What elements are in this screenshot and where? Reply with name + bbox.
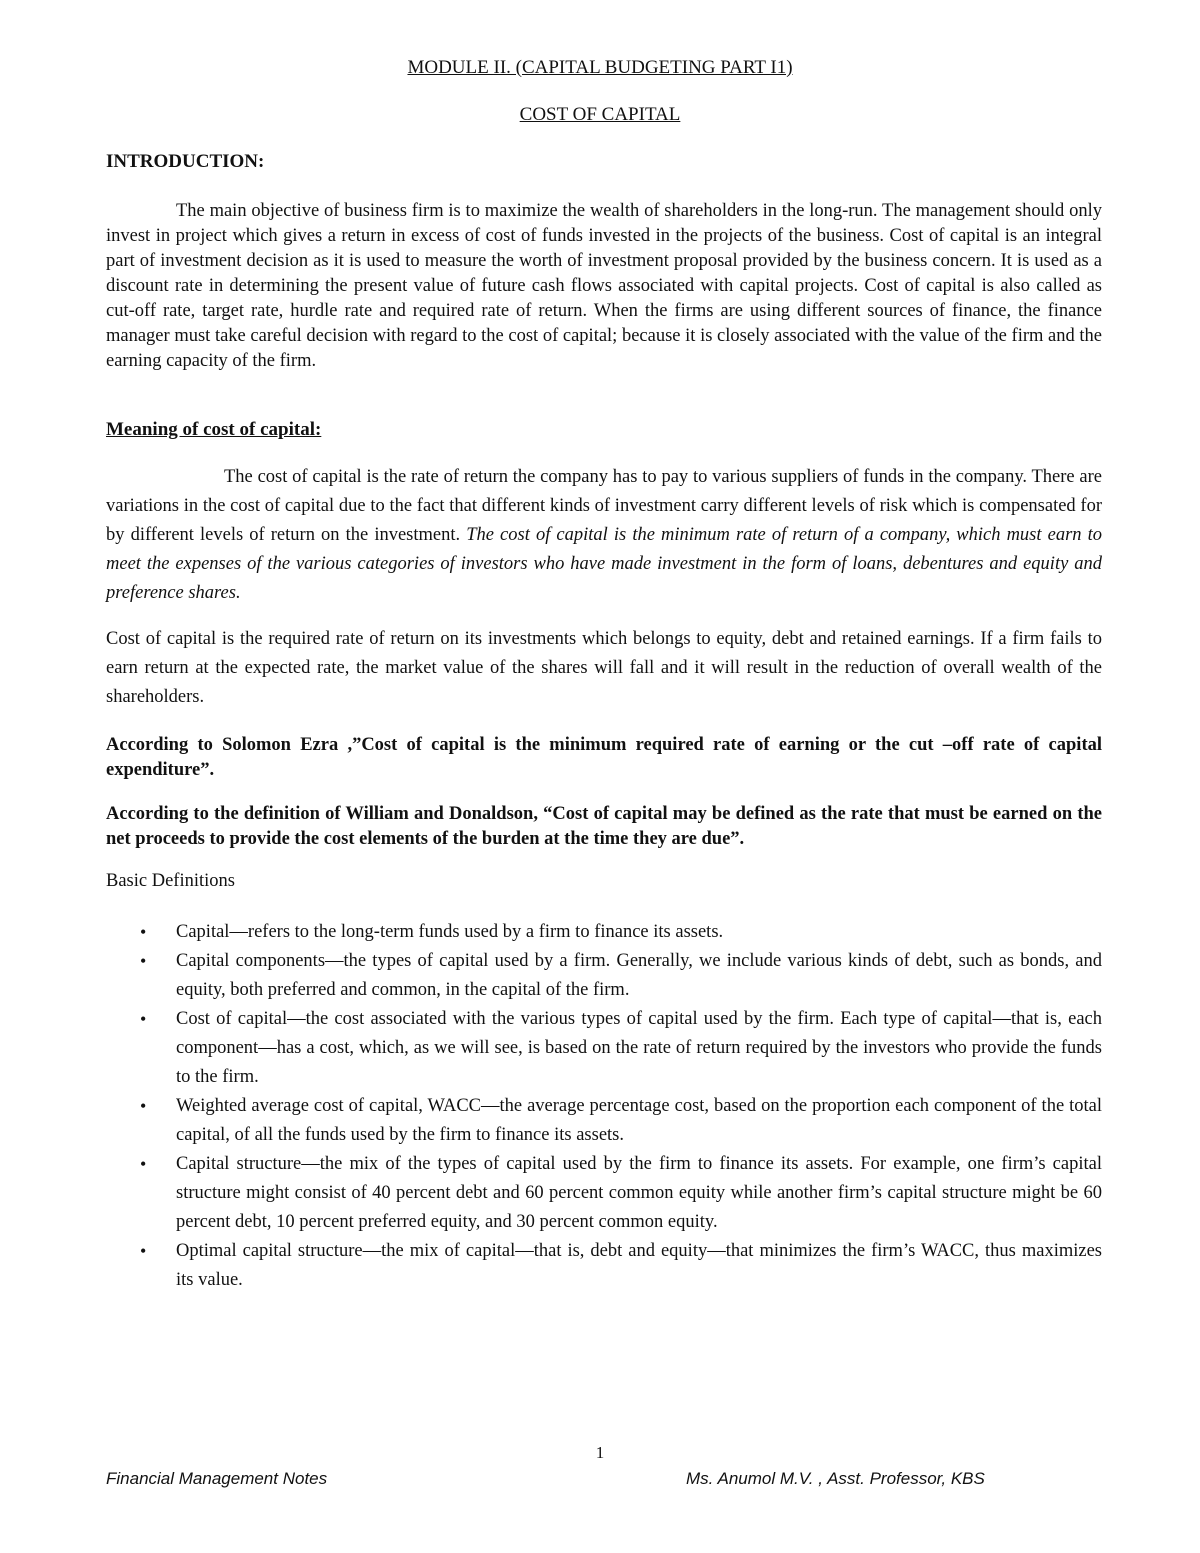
bullet-icon: •	[140, 1096, 147, 1116]
intro-heading: INTRODUCTION:	[106, 151, 265, 172]
bullet-icon: •	[140, 1241, 147, 1261]
footer-right: Ms. Anumol M.V. , Asst. Professor, KBS	[686, 1469, 985, 1488]
bullet-icon: •	[140, 922, 147, 942]
module-title: MODULE II. (CAPITAL BUDGETING PART I1)	[407, 57, 793, 78]
list-item: • Capital—refers to the long-term funds used by a firm to finance its assets.	[106, 918, 1102, 947]
list-item: • Cost of capital—the cost associated with the various types of capital used by the firm. Each type of capital—that is, each component—has a cost, which, as we will see, is based on the rate of return required by the investors who provide the funds to the firm.	[106, 1005, 1102, 1092]
meaning-paragraph-2: Cost of capital is the required rate of return on its investments which belongs to equity, debt and retained earnings. If a firm fails to earn return at the expected rate, the market value of the shares will fall and it will result in the reduction of overall wealth of the shareholders.	[106, 629, 1102, 707]
page-number: 1	[595, 1443, 605, 1462]
bullet-icon: •	[140, 1009, 147, 1029]
definitions-list	[106, 918, 1102, 1295]
meaning-heading: Meaning of cost of capital:	[106, 419, 322, 440]
list-item: • Weighted average cost of capital, WACC—the average percentage cost, based on the proportion each component of the total capital, of all the funds used by the firm to finance its assets.	[106, 1092, 1102, 1150]
meaning-paragraph-plain: The cost of capital is the rate of return the company has to pay to various suppliers of funds in the company. There are variations in the cost of capital due to the fact that different kinds of investment carry different levels of risk which is compensated for by different levels of return on the investment.	[106, 467, 1102, 545]
bullet-icon: •	[140, 1154, 147, 1174]
bullet-icon: •	[140, 951, 147, 971]
quote-solomon-ezra: According to Solomon Ezra ,”Cost of capital is the minimum required rate of earning or the cut –off rate of capital expenditure”.	[106, 735, 1102, 780]
footer-left: Financial Management Notes	[106, 1469, 328, 1488]
list-item: • Capital components—the types of capital used by a firm. Generally, we include various kinds of debt, such as bonds, and equity, both preferred and common, in the capital of the firm.	[106, 947, 1102, 1005]
definitions-heading: Basic Definitions	[106, 871, 235, 891]
intro-paragraph: The main objective of business firm is to maximize the wealth of shareholders in the long-run. The management should only invest in project which gives a return in excess of cost of funds invested in the projects of the business. Cost of capital is an integral part of investment decision as it is used to measure the worth of investment proposal provided by the business concern. It is used as a discount rate in determining the present value of future cash flows associated with capital projects. Cost of capital is also called as cut-off rate, target rate, hurdle rate and required rate of return. When the firms are using different sources of finance, the finance manager must take careful decision with regard to the cost of capital; because it is closely associated with the value of the firm and the earning capacity of the firm.	[106, 201, 1102, 371]
meaning-paragraph-italic: The cost of capital is the minimum rate of return of a company, which must earn to meet the expenses of the various categories of investors who have made investment in the form of loans, debentures and equity and preference shares.	[106, 525, 1102, 603]
list-item: • Capital structure—the mix of the types of capital used by the firm to finance its assets. For example, one firm’s capital structure might consist of 40 percent debt and 60 percent common equity while another firm’s capital structure might be 60 percent debt, 10 percent preferred equity, and 30 percent common equity.	[106, 1150, 1102, 1237]
quote-william-donaldson: According to the definition of William and Donaldson, “Cost of capital may be defined as the rate that must be earned on the net proceeds to provide the cost elements of the burden at the time they are due”.	[106, 804, 1102, 849]
meaning-paragraph	[106, 463, 1102, 608]
list-item: • Optimal capital structure—the mix of capital—that is, debt and equity—that minimizes the firm’s WACC, thus maximizes its value.	[106, 1237, 1102, 1295]
section-title: COST OF CAPITAL	[519, 104, 681, 125]
